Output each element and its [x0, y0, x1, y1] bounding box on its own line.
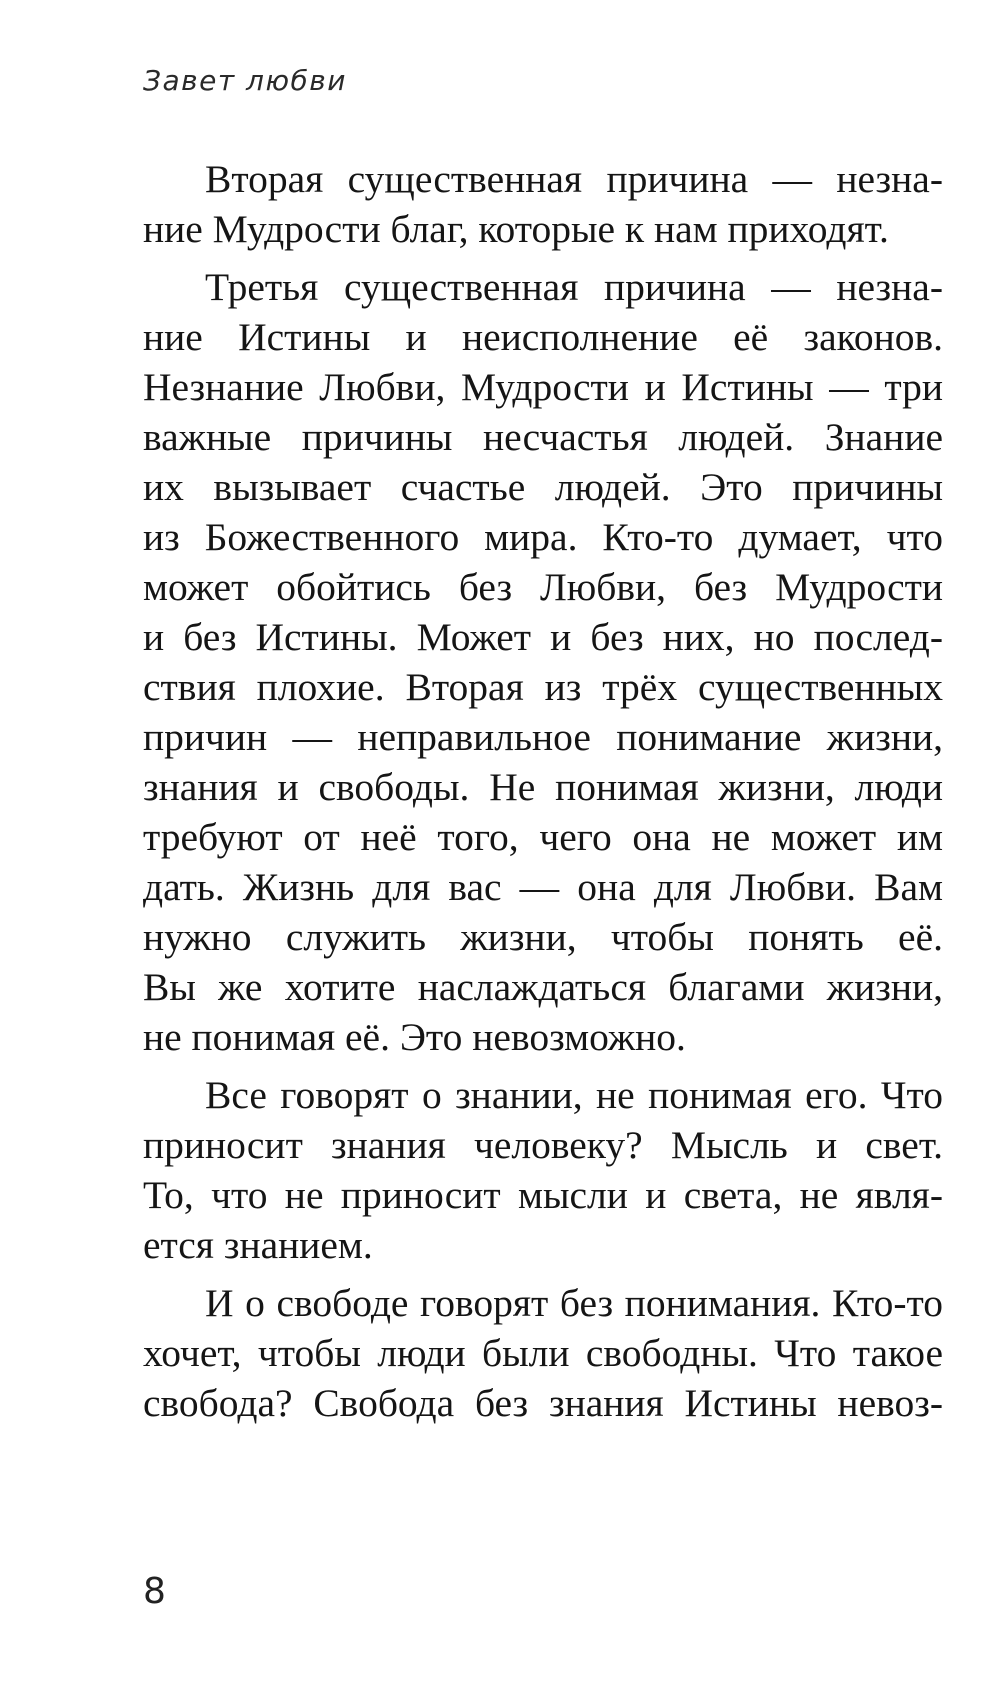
- paragraph: [143, 154, 943, 254]
- running-head: Завет любви: [143, 64, 347, 97]
- text-line: приносит знания человеку? Мысль и свет.: [143, 1123, 943, 1167]
- text-line: Все говорят о знании, не понимая его. Что: [205, 1073, 943, 1117]
- text-line: может обойтись без Любви, без Мудрости: [143, 565, 943, 609]
- text-line: И о свободе говорят без понимания. Кто-то: [205, 1281, 943, 1325]
- text-line: свобода? Свобода без знания Истины невоз-: [143, 1381, 943, 1425]
- text-line: дать. Жизнь для вас — она для Любви. Вам: [143, 865, 943, 909]
- paragraph-gap: [143, 254, 943, 262]
- body-text: [143, 154, 943, 1428]
- text-line: Незнание Любви, Мудрости и Истины — три: [143, 365, 943, 409]
- text-line: важные причины несчастья людей. Знание: [143, 415, 943, 459]
- text-line: Вы же хотите наслаждаться благами жизни,: [143, 965, 943, 1009]
- text-line: требуют от неё того, чего она не может им: [143, 815, 943, 859]
- text-line: ние Мудрости благ, которые к нам приходят.: [143, 207, 889, 251]
- text-line: и без Истины. Может и без них, но послед-: [143, 615, 943, 659]
- page-number: 8: [143, 1571, 166, 1612]
- paragraph: [143, 1070, 943, 1270]
- text-line: не понимая её. Это невозможно.: [143, 1015, 686, 1059]
- paragraph: [143, 262, 943, 1062]
- text-line: ствия плохие. Вторая из трёх существенных: [143, 665, 943, 709]
- text-line: Вторая существенная причина — незна-: [205, 157, 943, 201]
- text-line: их вызывает счастье людей. Это причины: [143, 465, 943, 509]
- paragraph: [143, 1278, 943, 1428]
- text-line: ется знанием.: [143, 1223, 373, 1267]
- text-line: То, что не приносит мысли и света, не явля-: [143, 1173, 943, 1217]
- text-line: ние Истины и неисполнение её законов.: [143, 315, 943, 359]
- text-line: хочет, чтобы люди были свободны. Что такое: [143, 1331, 943, 1375]
- text-line: нужно служить жизни, чтобы понять её.: [143, 915, 943, 959]
- text-line: причин — неправильное понимание жизни,: [143, 715, 943, 759]
- paragraph-gap: [143, 1270, 943, 1278]
- text-line: знания и свободы. Не понимая жизни, люди: [143, 765, 943, 809]
- text-line: из Божественного мира. Кто-то думает, что: [143, 515, 943, 559]
- text-line: Третья существенная причина — незна-: [205, 265, 943, 309]
- paragraph-gap: [143, 1062, 943, 1070]
